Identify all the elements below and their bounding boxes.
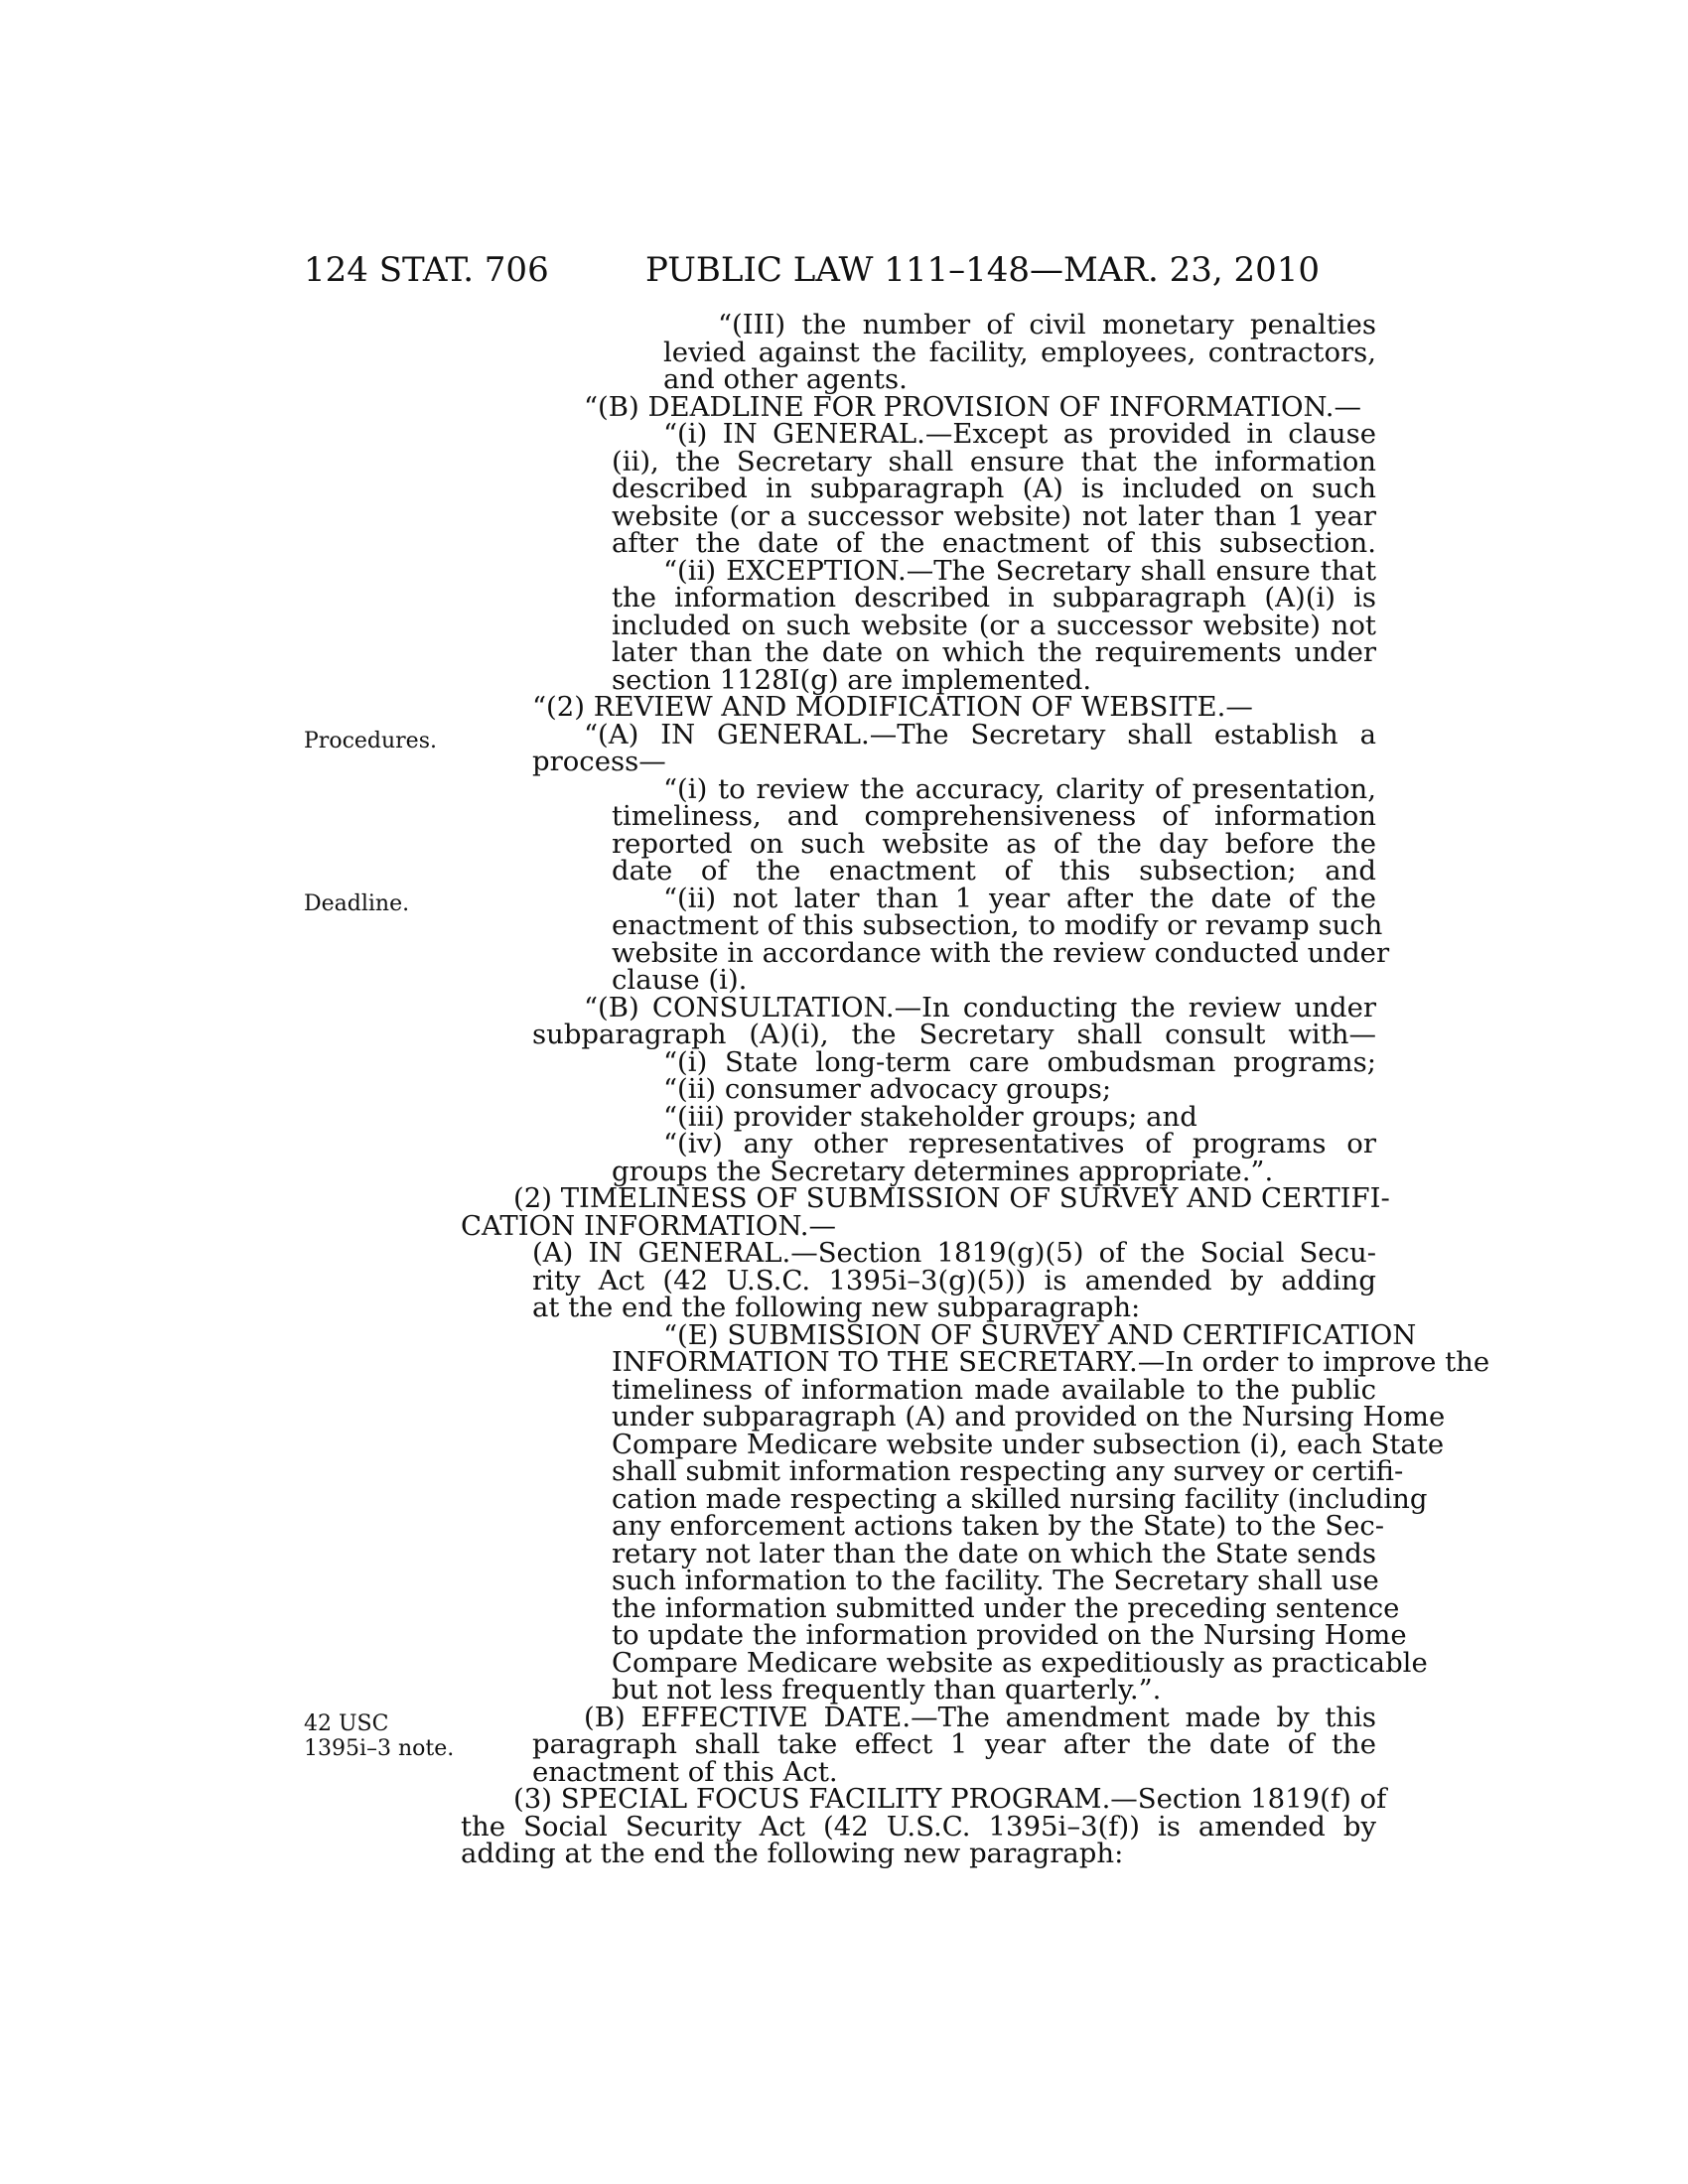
text-line: “(ii) consumer advocacy groups; <box>663 1073 1112 1105</box>
text-line: under subparagraph (A) and provided on the Nursing Home <box>612 1401 1446 1433</box>
text-line: groups the Secretary determines appropriate.”. <box>612 1155 1274 1187</box>
text-line: “(B) DEADLINE FOR PROVISION OF INFORMATION.— <box>584 390 1362 423</box>
text-line: the Social Security Act (42 U.S.C. 1395i–3(f)) is amended by <box>461 1810 1376 1843</box>
text-line: rity Act (42 U.S.C. 1395i–3(g)(5)) is amended by adding <box>532 1264 1376 1297</box>
text-line: Compare Medicare website under subsection (i), each State <box>612 1428 1445 1460</box>
margin-note-usc-line-2: 1395i–3 note. <box>304 1736 455 1761</box>
text-line: enactment of this Act. <box>532 1755 838 1788</box>
text-line: but not less frequently than quarterly.”. <box>612 1674 1162 1706</box>
text-line: “(i) IN GENERAL.—Except as provided in clause <box>663 418 1376 450</box>
text-line: timeliness, and comprehensiveness of information <box>612 800 1376 832</box>
text-line: CATION INFORMATION.— <box>461 1209 837 1242</box>
text-line: timeliness of information made available to the public <box>612 1373 1376 1406</box>
text-line: “(B) CONSULTATION.—In conducting the review under <box>584 991 1376 1024</box>
margin-note-deadline: Deadline. <box>304 891 410 916</box>
text-line: cation made respecting a skilled nursing facility (including <box>612 1482 1428 1515</box>
text-line: Compare Medicare website as expeditiously as practicable <box>612 1646 1428 1679</box>
text-line: (2) TIMELINESS OF SUBMISSION OF SURVEY AND CERTIFI- <box>513 1182 1390 1214</box>
text-line: section 1128I(g) are implemented. <box>612 663 1092 696</box>
text-line: later than the date on which the requirements under <box>612 636 1376 668</box>
text-line: adding at the end the following new paragraph: <box>461 1838 1124 1869</box>
text-line: “(III) the number of civil monetary penalties <box>718 309 1376 341</box>
text-line: after the date of the enactment of this subsection. <box>612 527 1376 559</box>
text-line: “(2) REVIEW AND MODIFICATION OF WEBSITE.— <box>532 691 1253 723</box>
text-line: date of the enactment of this subsection; and <box>612 855 1376 887</box>
margin-note-usc-line-1: 42 USC <box>304 1711 389 1736</box>
page-stat-number: 124 STAT. 706 <box>304 250 549 290</box>
text-line: clause (i). <box>612 964 748 996</box>
statute-text <box>461 309 1490 1869</box>
text-line: included on such website (or a successor website) not <box>612 609 1376 641</box>
text-line: “(E) SUBMISSION OF SURVEY AND CERTIFICATION <box>663 1318 1417 1351</box>
text-line: process— <box>532 746 666 777</box>
text-line: paragraph shall take effect 1 year after the date of the <box>532 1728 1376 1760</box>
text-line: website (or a successor website) not later than 1 year <box>612 499 1376 532</box>
text-line: “(i) to review the accuracy, clarity of presentation, <box>663 772 1376 805</box>
text-line: levied against the facility, employees, contractors, <box>663 336 1376 368</box>
text-line: “(iv) any other representatives of programs or <box>663 1128 1376 1160</box>
text-line: shall submit information respecting any survey or certifi- <box>612 1455 1404 1487</box>
text-line: (A) IN GENERAL.—Section 1819(g)(5) of the Social Secu- <box>532 1237 1376 1269</box>
text-line: “(i) State long-term care ombudsman programs; <box>663 1045 1376 1078</box>
text-line: the information submitted under the preceding sentence <box>612 1591 1400 1624</box>
text-line: to update the information provided on the Nursing Home <box>612 1619 1407 1651</box>
text-line: described in subparagraph (A) is included on such <box>612 473 1376 504</box>
margin-note-procedures: Procedures. <box>304 729 437 753</box>
text-line: the information described in subparagraph (A)(i) is <box>612 582 1376 614</box>
running-header: PUBLIC LAW 111–148—MAR. 23, 2010 <box>645 250 1321 290</box>
text-line: at the end the following new subparagraph: <box>532 1292 1141 1323</box>
text-line: (ii), the Secretary shall ensure that the information <box>612 445 1376 478</box>
text-line: “(ii) EXCEPTION.—The Secretary shall ensure that <box>663 554 1376 587</box>
text-line: “(A) IN GENERAL.—The Secretary shall establish a <box>584 718 1376 751</box>
text-line: and other agents. <box>663 363 908 395</box>
text-line: INFORMATION TO THE SECRETARY.—In order to improve the <box>612 1346 1490 1378</box>
text-line: such information to the facility. The Secretary shall use <box>612 1565 1379 1596</box>
text-line: retary not later than the date on which the State sends <box>612 1537 1376 1570</box>
text-line: (B) EFFECTIVE DATE.—The amendment made by this <box>584 1701 1376 1733</box>
text-line: any enforcement actions taken by the State) to the Sec- <box>612 1510 1385 1542</box>
text-line: enactment of this subsection, to modify or revamp such <box>612 909 1383 941</box>
text-line: (3) SPECIAL FOCUS FACILITY PROGRAM.—Section 1819(f) of <box>513 1783 1387 1815</box>
margin-note-usc <box>304 1711 473 1761</box>
text-line: website in accordance with the review conducted under <box>612 936 1390 969</box>
text-line: reported on such website as of the day before the <box>612 827 1376 860</box>
text-line: “(iii) provider stakeholder groups; and <box>663 1100 1197 1133</box>
text-line: subparagraph (A)(i), the Secretary shall consult with— <box>532 1019 1376 1050</box>
text-line: “(ii) not later than 1 year after the date of the <box>663 882 1376 914</box>
